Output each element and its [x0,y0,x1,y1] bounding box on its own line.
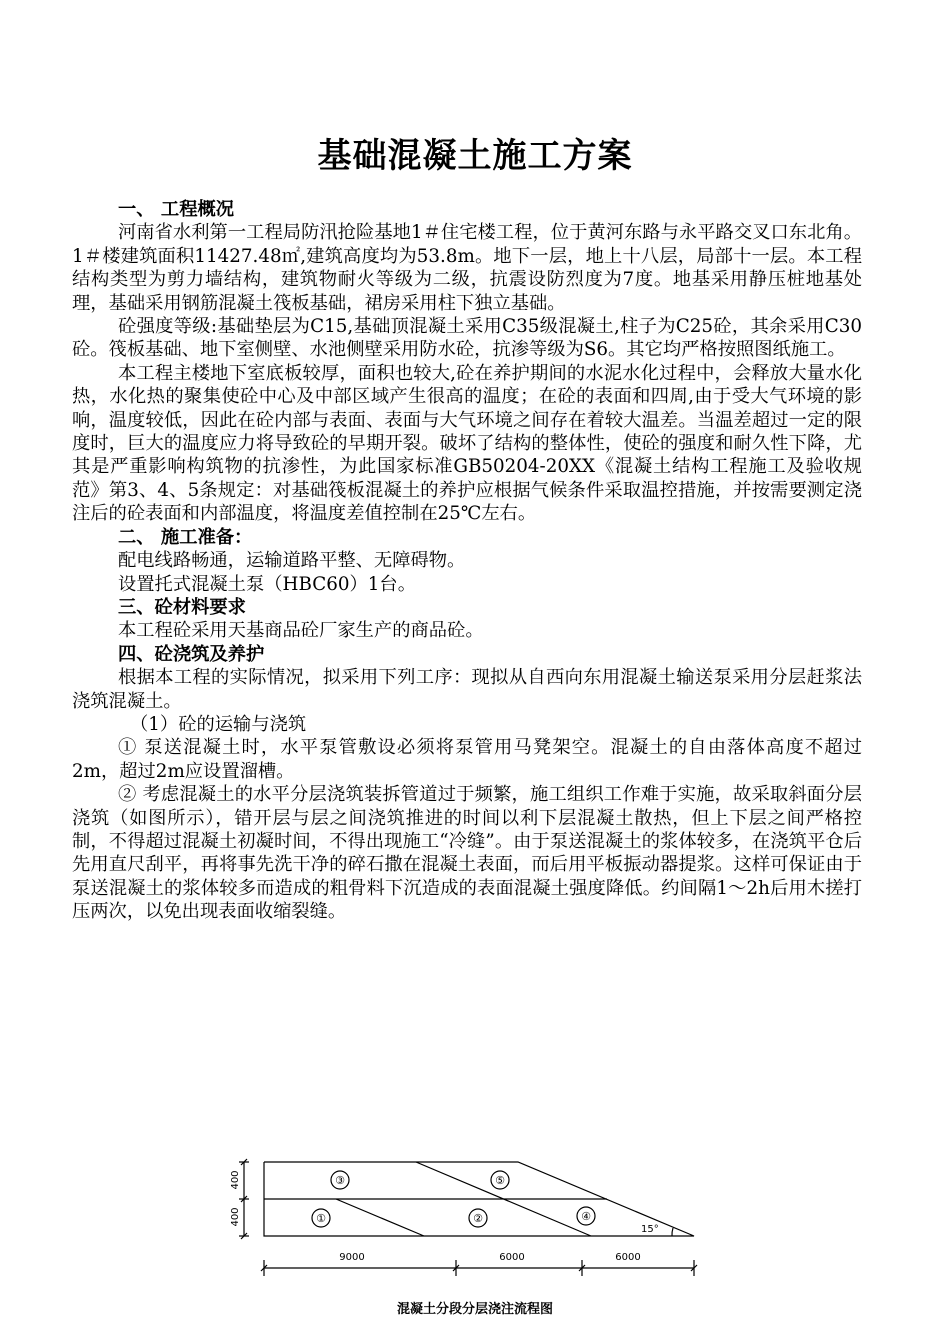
paragraph: 砼强度等级:基础垫层为C15,基础顶混凝土采用C35级混凝土,柱子为C25砼，其余采用C30砼。筏板基础、地下室侧壁、水池侧壁采用防水砼，抗渗等级为S6。其它均严格按照图纸施工。 [72,316,862,361]
section-heading: 四、砼浇筑及养护 [118,643,265,665]
section-heading: 三、砼材料要求 [118,596,246,618]
angle-label: 15° [641,1224,659,1235]
section-heading: 二、 施工准备： [118,526,253,548]
list-item: ① 泵送混凝土时，水平泵管敷设必须将泵管用马凳架空。混凝土的自由落体高度不超过2m，超过2m应设置溜槽。 [72,737,862,782]
angle-arc [672,1228,673,1236]
paragraph: 本工程主楼地下室底板较厚，面积也较大,砼在养护期间的水泥水化过程中，会释放大量水化热，水化热的聚集使砼中心及中部区域产生很高的温度；在砼的表面和四周,由于受大气环境的影响，温度较低，因此在砼内部与表面、表面与大气环境之间存在着较大温差。当温差超过一定的限度时，巨大的温度应力将导致砼的早期开裂。破坏了结构的整体性，使砼的强度和耐久性下降，尤其是严重影响构筑物的抗渗性，为此国家标准GB50204-20XX《混凝土结构工程施工及验收规范》第3、4、5条规定：对基础筏板混凝土的养护应根据气候条件采取温控措施，并按需要测定浇注后的砼表面和内部温度，将温度差值控制在25℃左右。 [72,362,862,525]
zone-label: ① [316,1212,326,1225]
paragraph: 根据本工程的实际情况，拟采用下列工序：现拟从自西向东用混凝土输送泵采用分层赶浆法浇筑混凝土。 [72,667,862,712]
paragraph: 设置托式混凝土泵（HBC60）1台。 [118,573,416,595]
paragraph: 本工程砼采用天基商品砼厂家生产的商品砼。 [118,620,484,642]
height-label: 400 [230,1207,241,1227]
diagram-svg [220,1152,720,1302]
width-label: 6000 [615,1252,641,1263]
document-body [72,198,862,924]
width-label: 6000 [499,1252,525,1263]
pouring-flow-diagram [220,1152,720,1302]
height-label: 400 [230,1170,241,1190]
paragraph: 配电线路畅通，运输道路平整、无障碍物。 [118,550,466,572]
document-title: 基础混凝土施工方案 [317,136,633,176]
zone-label: ⑤ [495,1174,505,1187]
zone-label: ④ [581,1210,591,1223]
zone-label: ② [473,1212,483,1225]
section-heading: 一、 工程概况 [118,199,235,220]
paragraph: 河南省水利第一工程局防汛抢险基地1＃住宅楼工程，位于黄河东路与永平路交叉口东北角。1＃楼建筑面积11427.48㎡,建筑高度均为53.8m。地下一层，地上十八层，局部十一层。本工程结构类型为剪力墙结构，建筑物耐火等级为二级，抗震设防烈度为7度。地基采用静压桩地基处理，基础采用钢筋混凝土筏板基础，裙房采用柱下独立基础。 [72,222,862,314]
width-label: 9000 [339,1252,365,1263]
slope-line [336,1199,424,1236]
list-item: ② 考虑混凝土的水平分层浇筑装拆管道过于频繁，施工组织工作难于实施，故采取斜面分层浇筑（如图所示），错开层与层之间浇筑推进的时间以利下层混凝土散热，但上下层之间严格控制，不得超过混凝土初凝时间，不得出现施工“冷缝”。由于泵送混凝土的浆体较多，在浇筑平仓后先用直尺刮平，再将事先洗干净的碎石撒在混凝土表面，而后用平板振动器提浆。这样可保证由于泵送混凝土的浆体较多而造成的粗骨料下沉造成的表面混凝土强度降低。约间隔1～2h后用木搓打压两次，以免出现表面收缩裂缝。 [72,784,862,923]
diagram-caption: 混凝土分段分层浇注流程图 [396,1302,553,1317]
zone-label: ③ [335,1174,345,1187]
subheading: （1）砼的运输与浇筑 [130,713,307,735]
